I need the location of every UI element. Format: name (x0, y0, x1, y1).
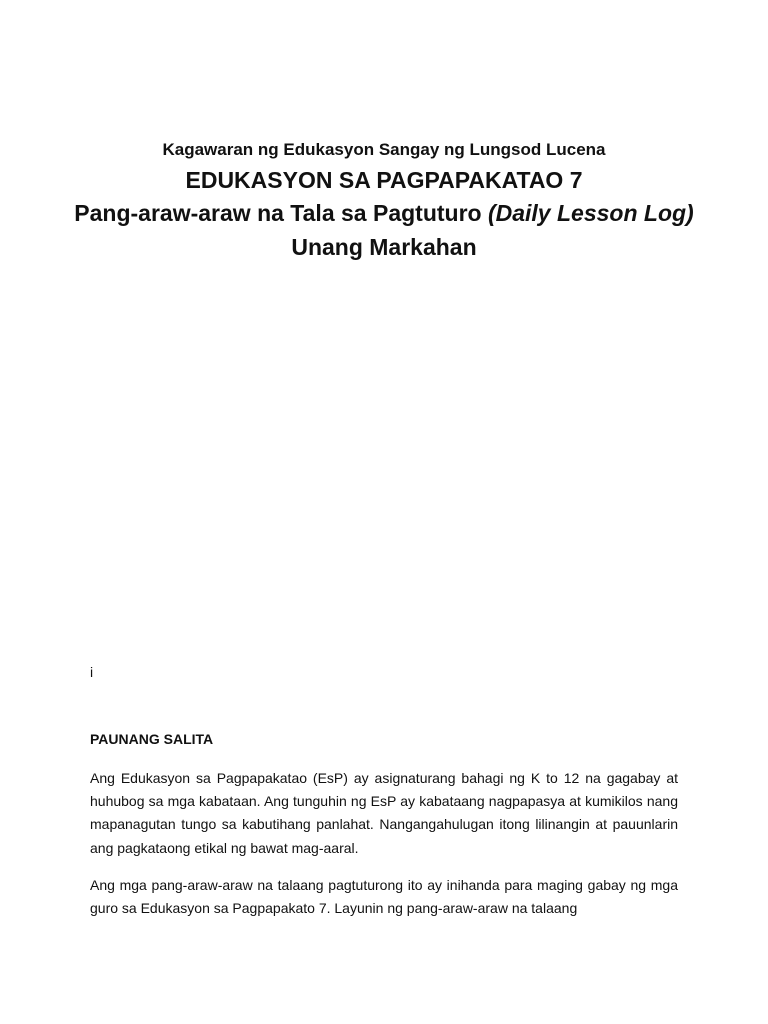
paragraph-1: Ang Edukasyon sa Pagpapakatao (EsP) ay asignaturang bahagi ng K to 12 na gagabay at huhubog sa mga kabataan. Ang tunguhin ng EsP ay kabataang nagpapasya at kumikilos nang mapanagutan tungo sa kabutihang panlahat. Nangangahulugan itong lilinangin at pauunlarin ang pagkataong etikal ng bawat mag-aaral. (90, 770, 678, 856)
document-header (60, 138, 708, 264)
paragraph-2: Ang mga pang-araw-araw na talaang pagtuturong ito ay inihanda para maging gabay ng mga guro sa Edukasyon sa Pagpapakato 7. Layunin ng pang-araw-araw na talaang (90, 877, 678, 917)
title-main: Pang-araw-araw na Tala sa Pagtuturo (74, 200, 488, 226)
title-english: (Daily Lesson Log) (487, 200, 694, 226)
department-line: Kagawaran ng Edukasyon Sangay ng Lungsod Lucena (162, 140, 606, 159)
page-number: i (90, 664, 94, 680)
subject-title: EDUKASYON SA PAGPAPAKATAO 7 (185, 167, 583, 193)
section-heading: PAUNANG SALITA (90, 731, 214, 747)
title-quarter: Unang Markahan (291, 234, 477, 260)
document-title (60, 196, 708, 264)
